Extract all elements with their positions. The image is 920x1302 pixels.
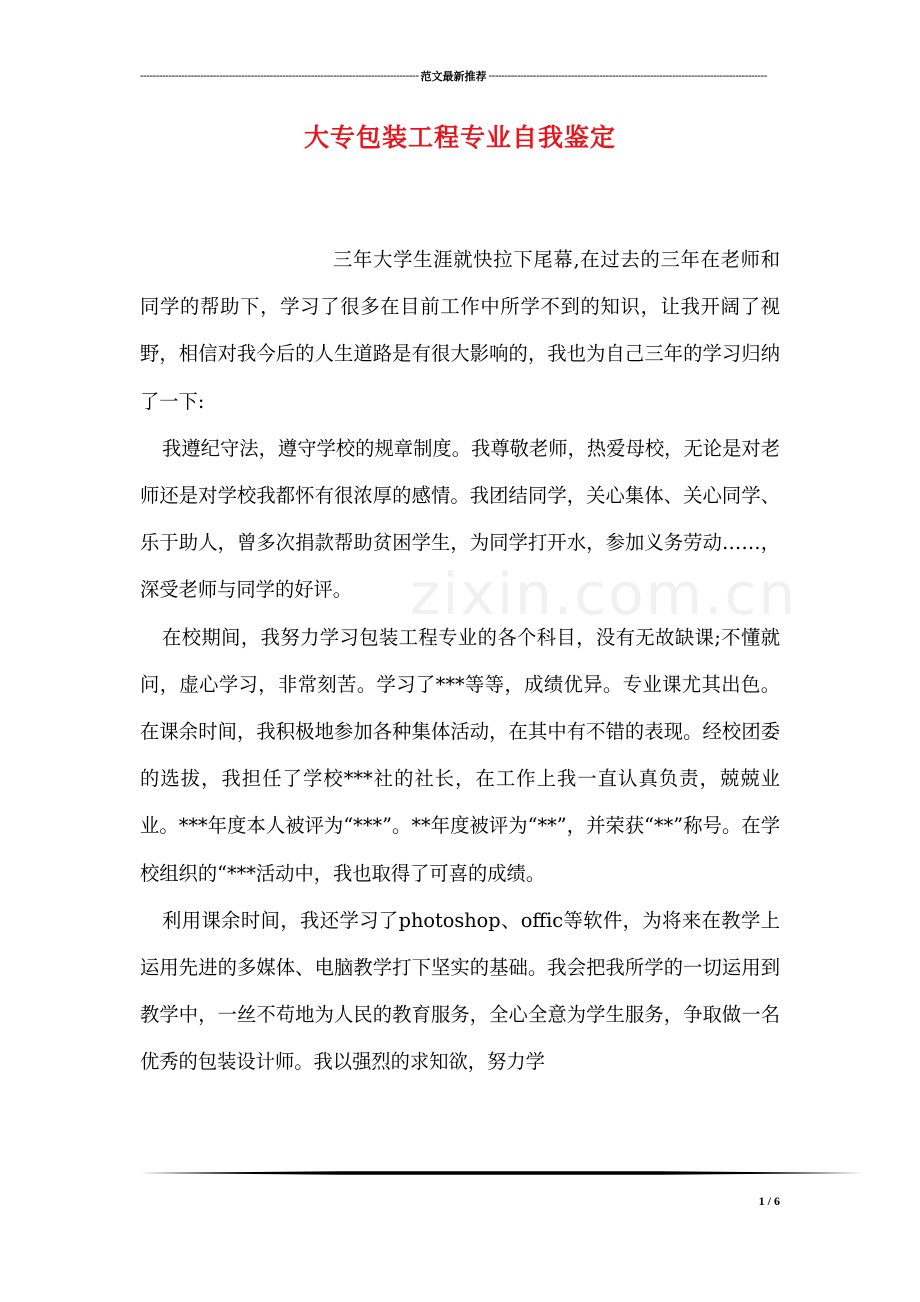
document-body [140,236,780,1086]
paragraph-3: 在校期间，我努力学习包装工程专业的各个科目，没有无故缺课;不懂就问，虚心学习，非常刻苦。学习了***等等，成绩优异。专业课尤其出色。在课余时间，我积极地参加各种集体活动，在其中有不错的表现。经校团委的选拔，我担任了学校***社的社长，在工作上我一直认真负责，兢兢业业。***年度本人被评为“***”。**年度被评为“**”，并荣获“**”称号。在学校组织的“***活动中，我也取得了可喜的成绩。 [140,625,780,885]
page-number: 1 / 6 [758,1194,780,1208]
header-label: 范文最新推荐 [420,71,487,83]
page-header [140,66,767,86]
paragraph-1: 三年大学生涯就快拉下尾幕,在过去的三年在老师和同学的帮助下，学习了很多在目前工作中所学不到的知识，让我开阔了视野，相信对我今后的人生道路是有很大影响的，我也为自己三年的学习归纳了一下: [140,248,780,413]
document-title: 大专包装工程专业自我鉴定 [303,123,616,152]
paragraph-2: 我遵纪守法，遵守学校的规章制度。我尊敬老师，热爱母校，无论是对老师还是对学校我都怀有很浓厚的感情。我团结同学，关心集体、关心同学、乐于助人，曾多次捐款帮助贫困学生，为同学打开水，参加义务劳动……，深受老师与同学的好评。 [140,436,780,602]
header-right-rule [489,70,768,82]
header-left-rule [140,70,419,82]
watermark: zixin.com.cn [410,560,798,628]
paragraph-4: 利用课余时间，我还学习了photoshop、offic等软件，为将来在教学上运用先进的多媒体、电脑教学打下坚实的基础。我会把我所学的一切运用到教学中，一丝不苟地为人民的教育服务，全心全意为学生服务，争取做一名优秀的包装设计师。我以强烈的求知欲，努力学 [140,908,780,1074]
footer-rule [140,1170,863,1176]
